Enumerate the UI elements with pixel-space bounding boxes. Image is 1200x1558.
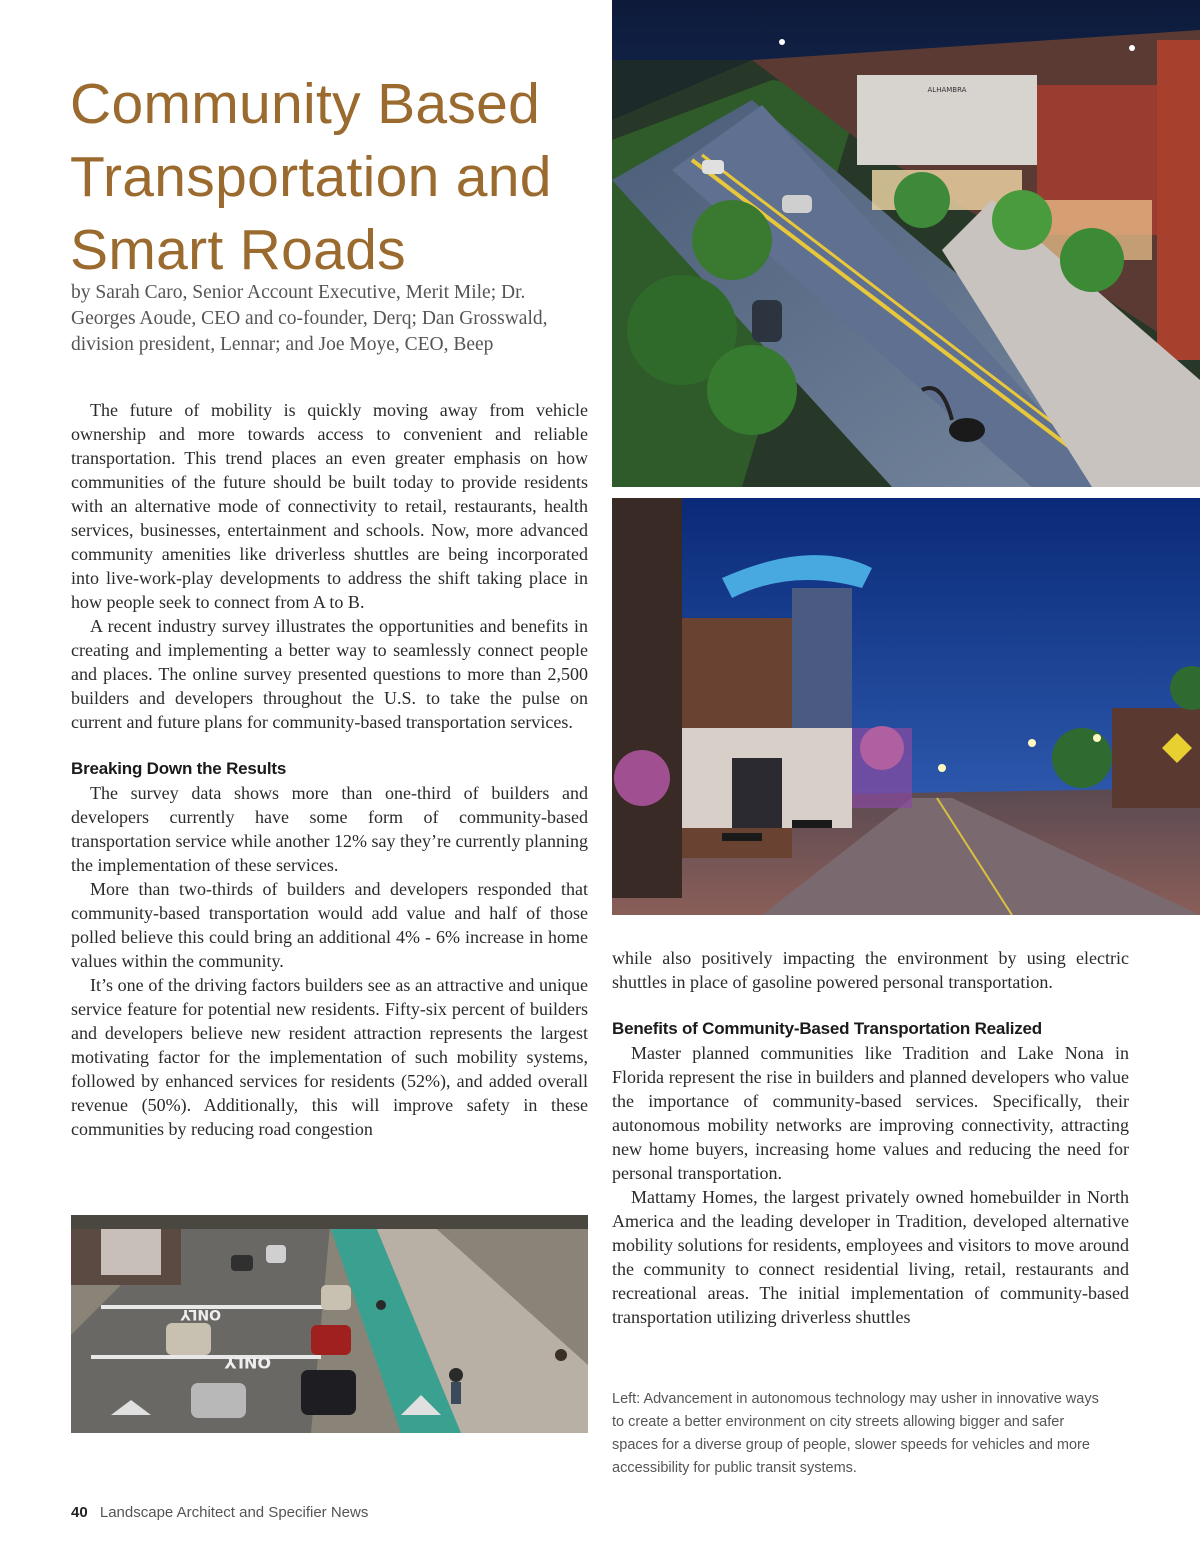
- photo-caption: Left: Advancement in autonomous technology may usher in innovative ways to create a better environment on city streets allowing bigger and safer spaces for a diverse group of people, slower speeds for vehicles and more accessibility for public transit systems.: [612, 1391, 1099, 1476]
- page-number: 40: [71, 1504, 88, 1521]
- paragraph: More than two-thirds of builders and developers responded that community-based transportation would add value and half of those polled believe this could bring an additional 4% - 6% increase in home values within the community.: [71, 879, 588, 971]
- paragraph: It’s one of the driving factors builders see as an attractive and unique service feature for potential new residents. Fifty-six percent of builders and developers believe new resident attraction represents the largest motivating factor for the implementation of such mobility systems, followed by enhanced services for residents (52%), and added overall revenue (50%). Additionally, this will improve safety in these communities by reducing road congestion: [71, 975, 588, 1139]
- photo-night-street-aerial: [612, 0, 1200, 487]
- paragraph: A recent industry survey illustrates the opportunities and benefits in creating and implementing a better way to seamlessly connect people and places. The online survey presented questions to more than 2,500 builders and developers throughout the U.S. to take the pulse on current and future plans for community-based transportation services.: [71, 616, 588, 732]
- page-footer: [71, 1504, 368, 1521]
- byline-line: Georges Aoude, CEO and co-founder, Derq; Dan Grosswald,: [71, 308, 548, 329]
- section-heading: Breaking Down the Results: [71, 759, 287, 778]
- paragraph: The survey data shows more than one-third of builders and developers currently have some form of community-based transportation service while another 12% say they’re currently planning the implementation of these services.: [71, 783, 588, 875]
- column-left: [71, 398, 588, 1141]
- paragraph: The future of mobility is quickly moving away from vehicle ownership and more towards access to convenient and reliable transportation. This trend places an even greater emphasis on how communities of the future should be built today to provide residents with an alternative mode of connectivity to retail, restaurants, health services, businesses, entertainment and schools. Now, more advanced community amenities like driverless shuttles are being incorporated into live-work-play developments to address the shift taking place in how people seek to connect from A to B.: [71, 400, 588, 612]
- photo-bike-lane: [71, 1215, 588, 1433]
- paragraph: Master planned communities like Tradition and Lake Nona in Florida represent the rise in builders and planned developers who value the importance of community-based services. Specifically, their autonomous mobility networks are improving connectivity, attracting new home buyers, increasing home values and reducing the need for personal transportation.: [612, 1043, 1129, 1183]
- title-line: Smart Roads: [70, 218, 406, 282]
- section-heading: Benefits of Community-Based Transportation Realized: [612, 1019, 1042, 1038]
- column-right: [612, 946, 1129, 1329]
- publication-name: Landscape Architect and Specifier News: [99, 1504, 369, 1521]
- road-marking: ONLY: [224, 1353, 271, 1372]
- byline-line: by Sarah Caro, Senior Account Executive, Merit Mile; Dr.: [71, 282, 526, 303]
- road-marking: ONLY: [180, 1306, 221, 1322]
- title-line: Community Based: [70, 72, 541, 136]
- storefront-sign: ALHAMBRA: [927, 86, 967, 94]
- paragraph: Mattamy Homes, the largest privately owned homebuilder in North America and the leading developer in Tradition, developed alternative mobility solutions for residents, employees and visitors to move around the community to connect residential living, retail, restaurants and recreational areas. The initial implementation of community-based transportation utilizing driverless shuttles: [612, 1187, 1129, 1327]
- photo-dusk-street: [612, 498, 1200, 915]
- paragraph: while also positively impacting the environment by using electric shuttles in place of gasoline powered personal transportation.: [612, 948, 1129, 992]
- title-line: Transportation and: [70, 145, 552, 209]
- byline-line: division president, Lennar; and Joe Moye, CEO, Beep: [71, 334, 494, 355]
- byline: [71, 280, 611, 358]
- article-title: [70, 68, 610, 287]
